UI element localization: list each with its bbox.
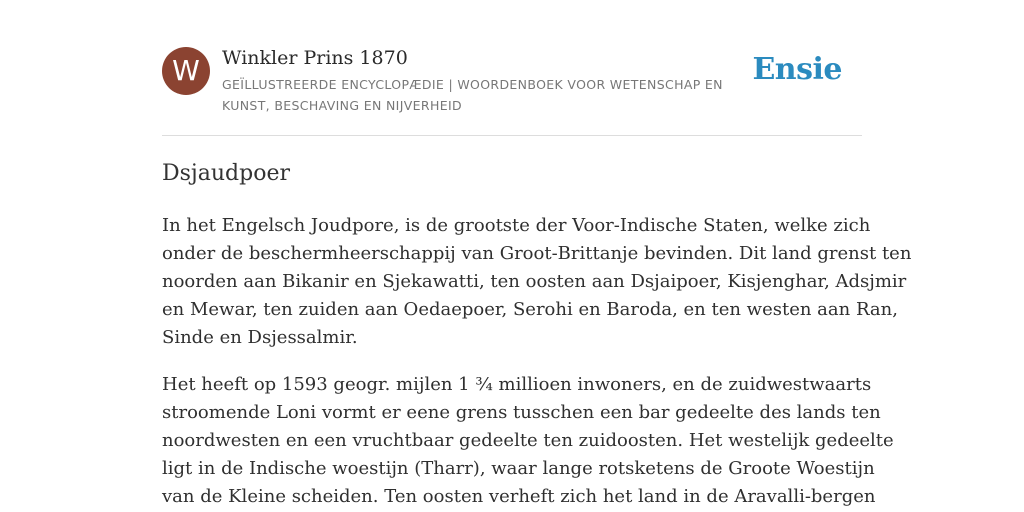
paragraph-line: Sinde en Dsjessalmir. xyxy=(162,327,358,348)
paragraph-line: Het heeft op 1593 geogr. mijlen 1 ¾ millioen inwoners, en de zuidwestwaarts xyxy=(162,374,872,395)
paragraph-line: ligt in de Indische woestijn (Tharr), waar lange rotsketens de Groote Woestijn xyxy=(162,458,875,479)
ensie-logo[interactable]: Ensie xyxy=(752,52,842,87)
paragraph-line: onder de beschermheerschappij van Groot-Brittanje bevinden. Dit land grenst ten xyxy=(162,243,912,264)
paragraph-line: noorden aan Bikanir en Sjekawatti, ten oosten aan Dsjaipoer, Kisjenghar, Adsjmir xyxy=(162,271,907,292)
paragraph-line: In het Engelsch Joudpore, is de grootste der Voor-Indische Staten, welke zich xyxy=(162,215,871,236)
article-title: Dsjaudpoer xyxy=(162,161,290,186)
source-header xyxy=(162,44,862,122)
paragraph-line: stroomende Loni vormt er eene grens tusschen een bar gedeelte des lands ten xyxy=(162,402,881,423)
paragraph-line: noordwesten en een vruchtbaar gedeelte ten zuidoosten. Het westelijk gedeelte xyxy=(162,430,894,451)
header-divider xyxy=(162,135,862,136)
paragraph-line: en Mewar, ten zuiden aan Oedaepoer, Serohi en Baroda, en ten westen aan Ran, xyxy=(162,299,898,320)
article-paragraph-1 xyxy=(162,212,912,352)
source-subtitle: GEÏLLUSTREERDE ENCYCLOPÆDIE | WOORDENBOEK VOOR WETENSCHAP EN KUNST, BESCHAVING EN NIJVERHEID xyxy=(222,77,723,113)
source-title[interactable]: Winkler Prins 1870 xyxy=(222,47,408,69)
paragraph-line: van de Kleine scheiden. Ten oosten verheft zich het land in de Aravalli-bergen xyxy=(162,486,876,507)
article-paragraph-2 xyxy=(162,371,894,511)
source-avatar[interactable]: W xyxy=(162,47,210,95)
